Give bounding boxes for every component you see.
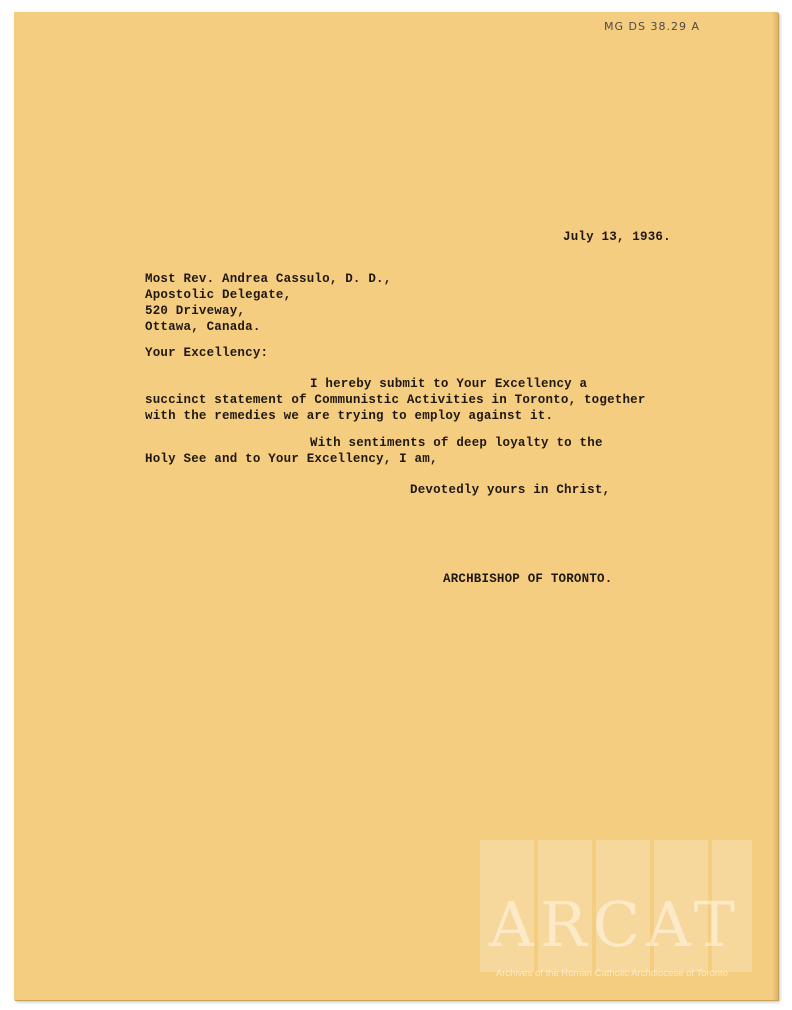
body-line: succinct statement of Communistic Activities in Toronto, together — [145, 393, 646, 407]
body-line: Holy See and to Your Excellency, I am, — [145, 452, 438, 466]
body-line: I hereby submit to Your Excellency a — [310, 377, 588, 391]
signature-block: ARCHBISHOP OF TORONTO. — [443, 572, 613, 586]
watermark-logo: ARCAT — [489, 888, 741, 961]
recipient-line: Most Rev. Andrea Cassulo, D. D., — [145, 272, 392, 286]
body-line: with the remedies we are trying to employ against it. — [145, 409, 554, 423]
archive-reference: MG DS 38.29 A — [604, 20, 700, 33]
salutation: Your Excellency: — [145, 346, 269, 360]
closing: Devotedly yours in Christ, — [410, 483, 611, 497]
recipient-line: Ottawa, Canada. — [145, 320, 261, 334]
arcat-watermark — [466, 840, 758, 980]
watermark-subtitle: Archives of the Roman Catholic Archdiocese of Toronto — [495, 968, 729, 979]
recipient-line: Apostolic Delegate, — [145, 288, 292, 302]
letter-date: July 13, 1936. — [563, 230, 671, 244]
recipient-line: 520 Driveway, — [145, 304, 246, 318]
body-line: With sentiments of deep loyalty to the — [310, 436, 603, 450]
